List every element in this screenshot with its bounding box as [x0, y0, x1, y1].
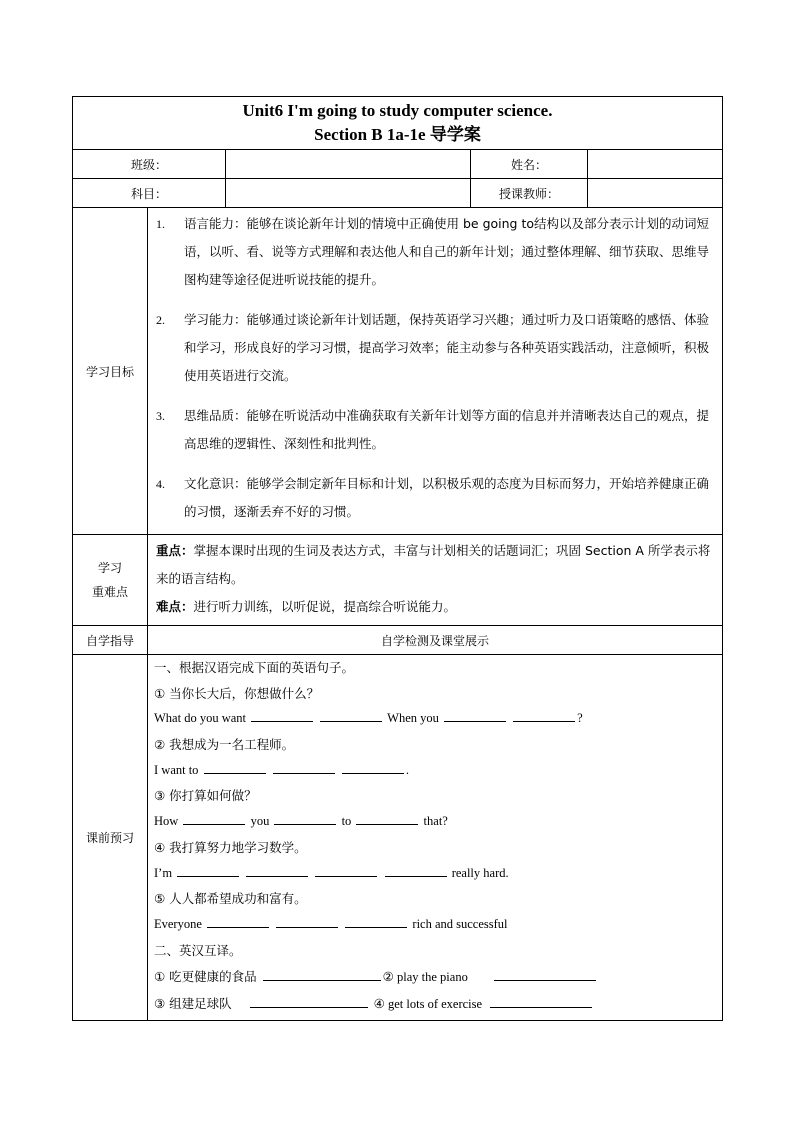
- answer-blank[interactable]: [273, 760, 335, 774]
- translation-row-2: [154, 990, 714, 1017]
- guide-label: 自学指导: [73, 626, 148, 655]
- q2-text-a: I want to: [154, 762, 199, 777]
- difficult-point: [156, 593, 714, 621]
- subject-field[interactable]: [226, 179, 471, 208]
- goal-number: 2.: [156, 313, 165, 327]
- study-guide-table: [72, 96, 723, 1021]
- translation-item-1: ① 吃更健康的食品: [154, 969, 257, 985]
- teacher-label: 授课教师：: [471, 179, 588, 208]
- key-point: [156, 537, 714, 593]
- answer-blank[interactable]: [177, 863, 239, 877]
- study-guide-sheet: [72, 96, 722, 1021]
- answer-blank[interactable]: [204, 760, 266, 774]
- answer-blank[interactable]: [490, 994, 592, 1008]
- goal-item: [156, 470, 712, 526]
- translation-item-3: ③ 组建足球队: [154, 996, 232, 1012]
- answer-blank[interactable]: [276, 914, 338, 928]
- answer-blank[interactable]: [250, 994, 368, 1008]
- q1-english: [154, 706, 714, 732]
- q4-text-a: I’m: [154, 865, 173, 880]
- answer-blank[interactable]: [274, 811, 336, 825]
- q1-text-a: What do you want: [154, 711, 246, 726]
- title-line-1: Unit6 I'm going to study computer science.: [242, 101, 553, 120]
- q5-text-b: rich and successful: [412, 916, 508, 931]
- answer-blank[interactable]: [251, 708, 313, 722]
- guide-header: 自学检测及课堂展示: [148, 626, 723, 655]
- q5-text-a: Everyone: [154, 916, 202, 931]
- title-line-2: Section B 1a-1e 导学案: [314, 125, 481, 144]
- q4-english: [154, 861, 714, 887]
- q3-text-b: you: [250, 814, 270, 829]
- key-points-content: [148, 535, 723, 626]
- q3-english: [154, 809, 714, 835]
- goal-item: [156, 210, 712, 294]
- q1-chinese: ① 当你长大后，你想做什么？: [154, 685, 320, 701]
- goals-content: [148, 208, 723, 535]
- goals-label: 学习目标: [73, 208, 148, 535]
- answer-blank[interactable]: [513, 708, 575, 722]
- q1-text-b: When you: [387, 711, 439, 726]
- goal-item: [156, 402, 712, 458]
- answer-blank[interactable]: [315, 863, 377, 877]
- answer-blank[interactable]: [345, 914, 407, 928]
- key-point-label: 重点：: [156, 543, 194, 558]
- goal-number: 3.: [156, 409, 165, 423]
- class-field[interactable]: [226, 150, 471, 179]
- title-cell: [73, 97, 723, 150]
- q3-text-a: How: [154, 814, 179, 829]
- answer-blank[interactable]: [246, 863, 308, 877]
- translation-item-4: ④ get lots of exercise: [373, 997, 483, 1012]
- q5-english: [154, 912, 714, 938]
- q1-text-c: ?: [577, 711, 583, 726]
- difficult-point-text: 进行听力训练，以听促说，提高综合听说能力。: [193, 599, 457, 614]
- answer-blank[interactable]: [356, 811, 418, 825]
- goal-text: 学习能力：能够通过谈论新年计划话题，保持英语学习兴趣；通过听力及口语策略的感悟、体验和学习，形成良好的学习习惯，提高学习效率；能主动参与各种英语实践活动，注意倾听，积极使用英语进行交流。: [184, 312, 710, 383]
- subject-label: 科目：: [73, 179, 226, 208]
- q3-chinese: ③ 你打算如何做？: [154, 788, 257, 804]
- goal-item: [156, 306, 712, 390]
- section1-title: 一、根据汉语完成下面的英语句子。: [154, 660, 355, 675]
- goal-number: 1.: [156, 217, 165, 231]
- key-points-label-line-1: 学习: [97, 561, 122, 575]
- q4-chinese: ④ 我打算努力地学习数学。: [154, 839, 307, 855]
- section2-title: 二、英汉互译。: [154, 942, 242, 958]
- preview-content: [148, 655, 723, 1021]
- difficult-point-label: 难点：: [156, 599, 194, 614]
- answer-blank[interactable]: [385, 863, 447, 877]
- preview-label: 课前预习: [73, 655, 148, 1021]
- translation-row-1: [154, 963, 714, 990]
- answer-blank[interactable]: [444, 708, 506, 722]
- goal-text: 思维品质：能够在听说活动中准确获取有关新年计划等方面的信息并并清晰表达自己的观点，提高思维的逻辑性、深刻性和批判性。: [184, 408, 710, 451]
- q2-chinese: ② 我想成为一名工程师。: [154, 737, 295, 753]
- q4-text-b: really hard.: [451, 865, 509, 880]
- goal-text: 文化意识：能够学会制定新年目标和计划，以积极乐观的态度为目标而努力，开始培养健康正确的习惯，逐渐丢弃不好的习惯。: [184, 476, 710, 519]
- q3-text-c: to: [341, 814, 352, 829]
- q2-english: [154, 758, 714, 784]
- goal-text: 语言能力：能够在谈论新年计划的情境中正确使用 be going to结构以及部分表示计划的动词短语，以听、看、说等方式理解和表达他人和自己的新年计划；通过整体理解、细节获取、思维导图构建等途径促进听说技能的提升。: [184, 216, 710, 287]
- answer-blank[interactable]: [263, 967, 381, 981]
- name-label: 姓名：: [471, 150, 588, 179]
- q5-chinese: ⑤ 人人都希望成功和富有。: [154, 891, 307, 907]
- answer-blank[interactable]: [342, 760, 404, 774]
- key-points-label-line-2: 重难点: [91, 585, 128, 599]
- answer-blank[interactable]: [183, 811, 245, 825]
- translation-item-2: ② play the piano: [382, 970, 468, 985]
- answer-blank[interactable]: [494, 967, 596, 981]
- class-label: 班级：: [73, 150, 226, 179]
- answer-blank[interactable]: [320, 708, 382, 722]
- key-points-label: [73, 535, 148, 626]
- answer-blank[interactable]: [207, 914, 269, 928]
- q2-text-b: .: [405, 762, 409, 777]
- q3-text-d: that?: [423, 814, 448, 829]
- name-field[interactable]: [588, 150, 723, 179]
- teacher-field[interactable]: [588, 179, 723, 208]
- key-point-text: 掌握本课时出现的生词及表达方式，丰富与计划相关的话题词汇；巩固 Section A 所学表示将来的语言结构。: [156, 543, 711, 586]
- goal-number: 4.: [156, 477, 165, 491]
